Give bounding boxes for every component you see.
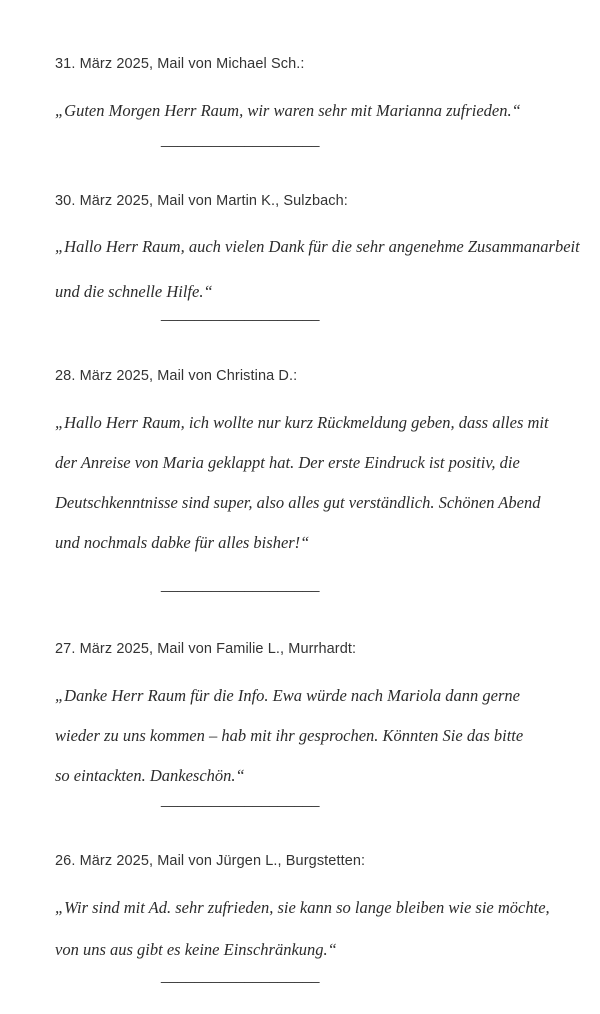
mail-entry-header: 26. März 2025, Mail von Jürgen L., Burgstetten: <box>55 853 366 869</box>
mail-entry-quote-line: „Hallo Herr Raum, ich wollte nur kurz Rückmeldung geben, dass alles mit <box>55 413 549 432</box>
separator-line: ___________________ <box>161 576 320 593</box>
mail-entry-quote-line: und nochmals dabke für alles bisher!“ <box>55 533 310 552</box>
mail-entry-quote-line: „Hallo Herr Raum, auch vielen Dank für die sehr angenehme Zusammanarbeit <box>55 237 580 256</box>
mail-entry-quote-line: so eintackten. Dankeschön.“ <box>55 766 245 785</box>
mail-entry-header: 31. März 2025, Mail von Michael Sch.: <box>55 56 305 72</box>
mail-entry-quote-line: wieder zu uns kommen – hab mit ihr gesprochen. Könnten Sie das bitte <box>55 726 524 745</box>
separator-line: ___________________ <box>161 131 320 148</box>
mail-entry-header: 27. März 2025, Mail von Familie L., Murrhardt: <box>55 641 357 657</box>
mail-entry-header: 28. März 2025, Mail von Christina D.: <box>55 368 298 384</box>
mail-entry-quote-line: und die schnelle Hilfe.“ <box>55 282 213 301</box>
separator-line: ___________________ <box>161 967 320 984</box>
mail-entry-header: 30. März 2025, Mail von Martin K., Sulzbach: <box>55 193 348 209</box>
mail-entry-quote-line: „Wir sind mit Ad. sehr zufrieden, sie kann so lange bleiben wie sie möchte, <box>55 898 550 917</box>
mail-entry-quote-line: „Guten Morgen Herr Raum, wir waren sehr mit Marianna zufrieden.“ <box>55 101 521 120</box>
mail-entry-quote-line: „Danke Herr Raum für die Info. Ewa würde nach Mariola dann gerne <box>55 686 521 705</box>
separator-line: ___________________ <box>161 791 320 808</box>
mail-entry-quote-line: Deutschkenntnisse sind super, also alles gut verständlich. Schönen Abend <box>55 493 541 512</box>
mail-entry-quote-line: von uns aus gibt es keine Einschränkung.“ <box>55 940 337 959</box>
mail-entry-quote-line: der Anreise von Maria geklappt hat. Der erste Eindruck ist positiv, die <box>55 453 520 472</box>
separator-line: ___________________ <box>161 305 320 322</box>
